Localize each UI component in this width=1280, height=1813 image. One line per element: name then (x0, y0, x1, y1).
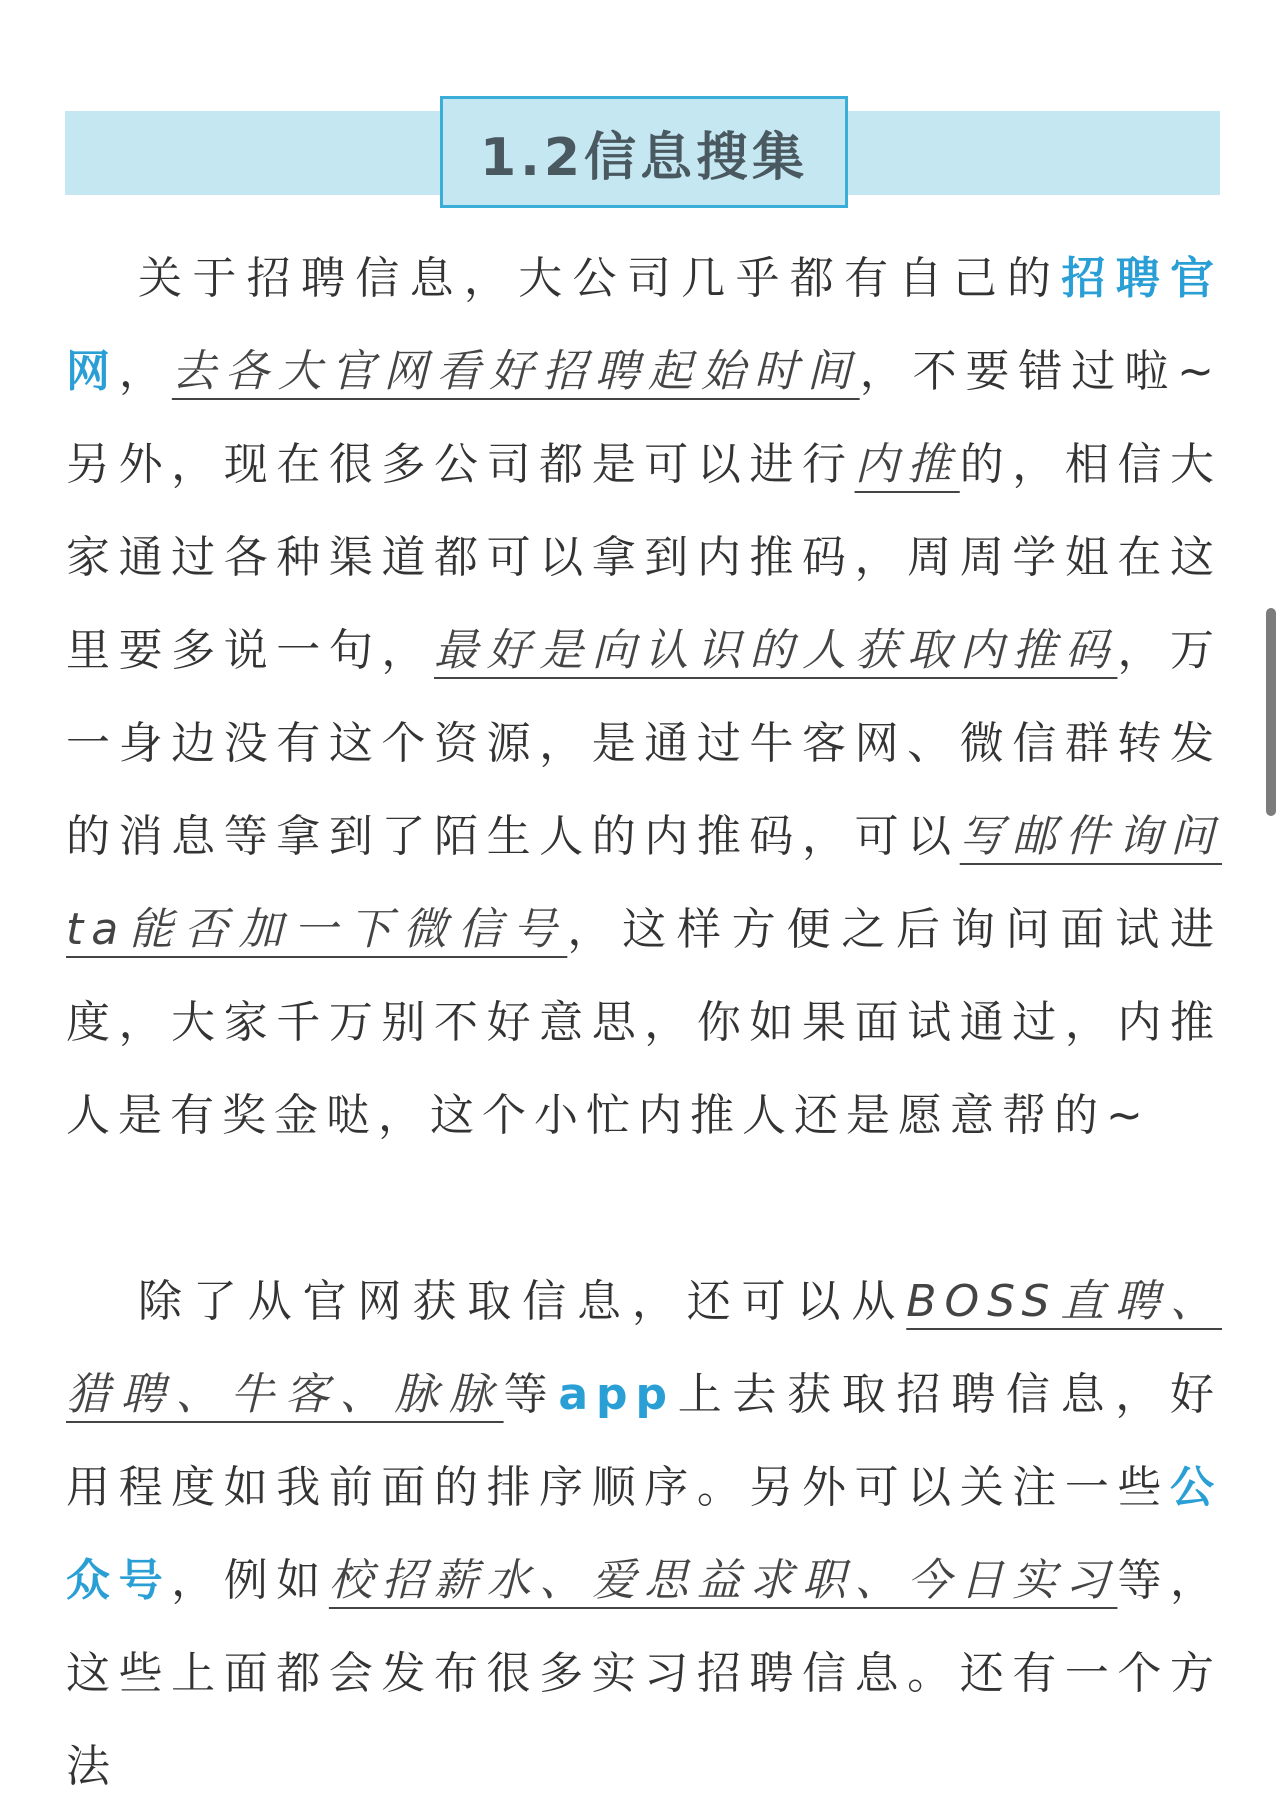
emphasis-job-apps: BOSS直聘、猎聘、牛客、脉脉 (66, 1276, 1223, 1420)
text-run: ，这样方便之后询问面试进度，大家千万别不好意思，你如果面试通过，内推人是有奖金哒，这个小忙内推人还是愿意帮的~ (66, 904, 1223, 1141)
text-run: ，不要错过啦~另外，现在很多公司都是可以进行 (66, 346, 1223, 490)
text-run: 等 (503, 1369, 559, 1420)
text-run: 除了从官网获取信息，还可以从 (138, 1276, 907, 1327)
text-run: ，万一身边没有这个资源，是通过牛客网、微信群转发的消息等拿到了陌生人的内推码，可以 (66, 625, 1223, 862)
highlight-recruitment-site: 招聘官网 (66, 253, 1223, 397)
text-run: ，例如 (171, 1555, 329, 1606)
text-run: ， (118, 346, 172, 397)
emphasis-ask-acquaintance: 最好是向认识的人获取内推码 (434, 625, 1118, 676)
section-title-box (440, 96, 848, 208)
section-title: 1.2信息搜集 (479, 127, 809, 188)
article-body (66, 232, 1222, 1813)
scrollbar-thumb[interactable] (1266, 608, 1276, 816)
paragraph-other-sources (66, 1255, 1222, 1813)
text-run: 的，相信大家通过各种渠道都可以拿到内推码，周周学姐在这里要多说一句， (66, 439, 1223, 676)
emphasis-referral: 内推 (854, 439, 960, 490)
emphasis-account-names: 校招薪水、爱思益求职、今日实习 (328, 1555, 1118, 1606)
text-run: 等，这些上面都会发布很多实习招聘信息。还有一个方法 (66, 1555, 1223, 1792)
emphasis-check-start-time: 去各大官网看好招聘起始时间 (171, 346, 860, 397)
highlight-app: app (558, 1369, 675, 1420)
emphasis-email-ask-wechat: 写邮件询问ta能否加一下微信号 (66, 811, 1223, 955)
paragraph-recruitment-info (66, 232, 1222, 1162)
text-run: 上去获取招聘信息，好用程度如我前面的排序顺序。另外可以关注一些 (66, 1369, 1223, 1513)
text-run: 关于招聘信息，大公司几乎都有自己的 (138, 253, 1062, 304)
highlight-official-accounts: 公众号 (66, 1462, 1222, 1606)
